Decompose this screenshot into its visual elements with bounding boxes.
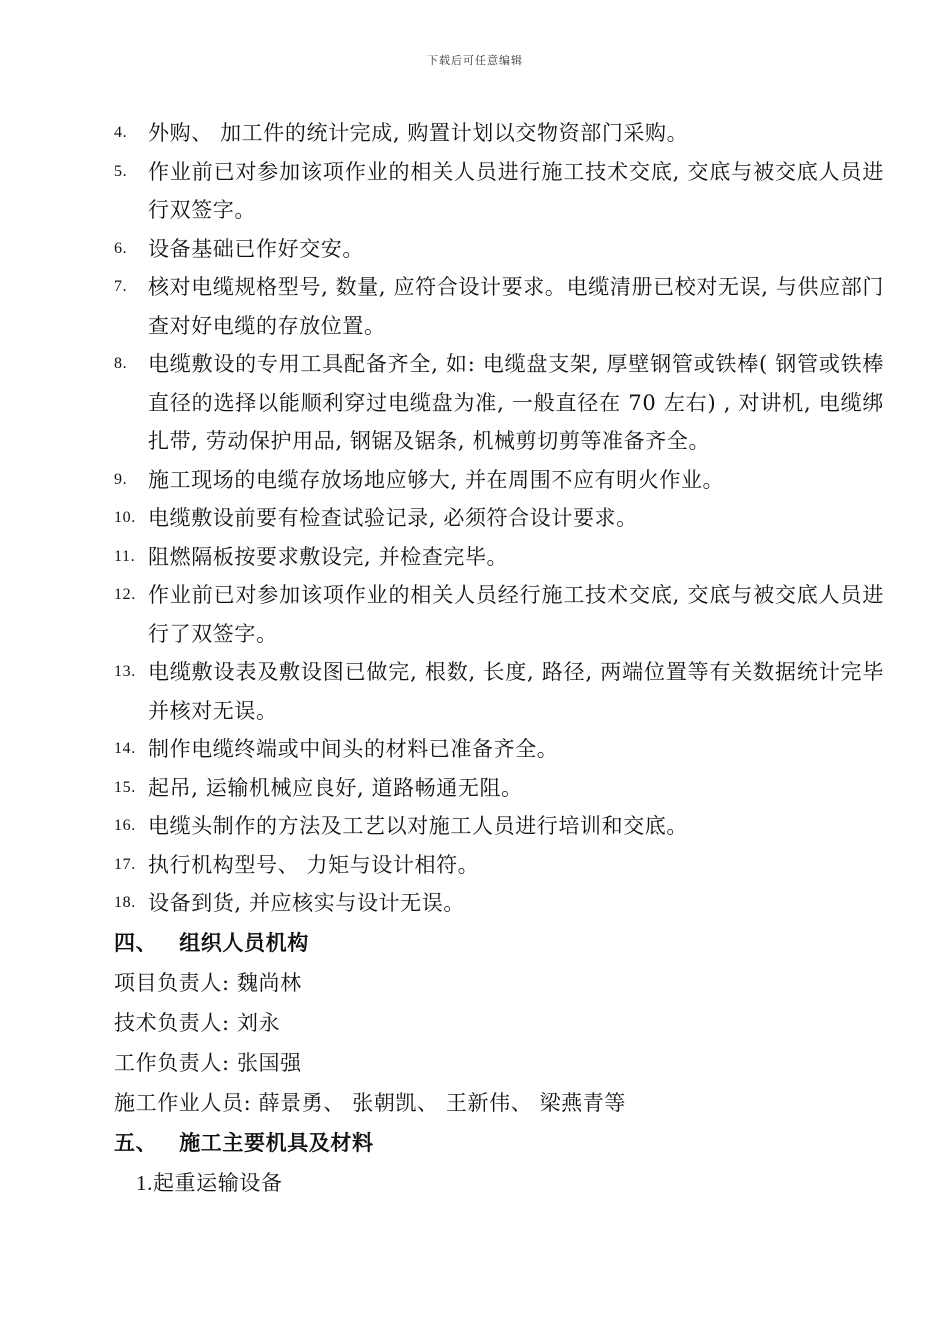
list-item	[114, 769, 884, 808]
list-item	[114, 114, 884, 153]
list-item-text: 核对电缆规格型号, 数量, 应符合设计要求。电缆清册已校对无误, 与供应部门查对好电缆的存放位置。	[148, 275, 884, 338]
list-item	[114, 846, 884, 885]
list-item	[114, 230, 884, 269]
sub-list-item-number: 1.	[136, 1170, 153, 1195]
list-item	[114, 461, 884, 500]
list-item-number: 15.	[114, 778, 136, 796]
list-item-number: 7.	[114, 278, 128, 295]
list-item	[114, 576, 884, 653]
section-title: 组织人员机构	[179, 930, 309, 955]
work-lead-line: 工作负责人: 张国强	[114, 1050, 302, 1075]
list-item	[114, 807, 884, 846]
list-item-number: 14.	[114, 740, 136, 757]
list-item-number: 10.	[114, 509, 136, 526]
list-item-text: 设备基础已作好交安。	[148, 236, 364, 261]
document-body	[114, 114, 884, 1203]
list-item-text: 阻燃隔板按要求敷设完, 并检查完毕。	[148, 544, 509, 569]
construction-staff-line: 施工作业人员: 薛景勇、 张朝凯、 王新伟、 梁燕青等	[114, 1090, 626, 1115]
list-item-number: 18.	[114, 894, 136, 911]
sub-list-item	[114, 1163, 884, 1203]
list-item-text: 电缆头制作的方法及工艺以对施工人员进行培训和交底。	[148, 814, 688, 838]
prep-list	[114, 114, 884, 923]
list-item-text: 电缆敷设表及敷设图已做完, 根数, 长度, 路径, 两端位置等有关数据统计完毕并核对无误。	[148, 660, 884, 723]
section-number: 四、	[114, 930, 158, 955]
list-item-number: 9.	[114, 470, 128, 488]
list-item-number: 6.	[114, 239, 128, 257]
list-item-text: 施工现场的电缆存放场地应够大, 并在周围不应有明火作业。	[148, 467, 725, 492]
section-heading-equipment	[114, 1123, 884, 1163]
list-item-number: 17.	[114, 855, 136, 873]
list-item-number: 11.	[114, 547, 136, 565]
page-header: 下载后可任意编辑	[427, 54, 523, 67]
list-item-text: 电缆敷设前要有检查试验记录, 必须符合设计要求。	[148, 506, 638, 530]
section-title: 施工主要机具及材料	[179, 1130, 374, 1155]
list-item-text: 外购、 加工件的统计完成, 购置计划以交物资部门采购。	[148, 121, 689, 145]
list-item-text: 电缆敷设的专用工具配备齐全, 如: 电缆盘支架, 厚壁钢管或铁棒( 钢管或铁棒直径的选择以能顺利穿过电缆盘为准, 一般直径在 70 左右) , 对讲机, 电缆绑扎带, 劳动保护用品, 钢锯及锯条, 机械剪切剪等准备齐全。	[148, 352, 884, 453]
list-item	[114, 538, 884, 577]
section-heading-organization	[114, 923, 884, 963]
list-item	[114, 730, 884, 769]
list-item	[114, 884, 884, 923]
list-item-text: 起吊, 运输机械应良好, 道路畅通无阻。	[148, 775, 523, 800]
list-item-number: 8.	[114, 355, 128, 372]
list-item	[114, 499, 884, 538]
list-item-number: 12.	[114, 586, 136, 603]
list-item	[114, 345, 884, 461]
list-item	[114, 653, 884, 730]
list-item-text: 设备到货, 并应核实与设计无误。	[148, 891, 465, 915]
list-item-number: 13.	[114, 663, 136, 680]
list-item-text: 执行机构型号、 力矩与设计相符。	[148, 852, 480, 877]
list-item-number: 4.	[114, 124, 128, 141]
list-item-number: 16.	[114, 817, 136, 834]
technical-lead-line: 技术负责人: 刘永	[114, 1010, 281, 1035]
list-item-number: 5.	[114, 162, 128, 180]
section-number: 五、	[114, 1130, 158, 1155]
list-item	[114, 268, 884, 345]
list-item-text: 制作电缆终端或中间头的材料已准备齐全。	[148, 737, 559, 761]
list-item-text: 作业前已对参加该项作业的相关人员经行施工技术交底, 交底与被交底人员进行了双签字。	[148, 583, 884, 646]
list-item-text: 作业前已对参加该项作业的相关人员进行施工技术交底, 交底与被交底人员进行双签字。	[148, 159, 884, 222]
sub-list-item-text: 起重运输设备	[152, 1170, 283, 1195]
list-item	[114, 153, 884, 230]
project-lead-line: 项目负责人: 魏尚林	[114, 970, 302, 995]
